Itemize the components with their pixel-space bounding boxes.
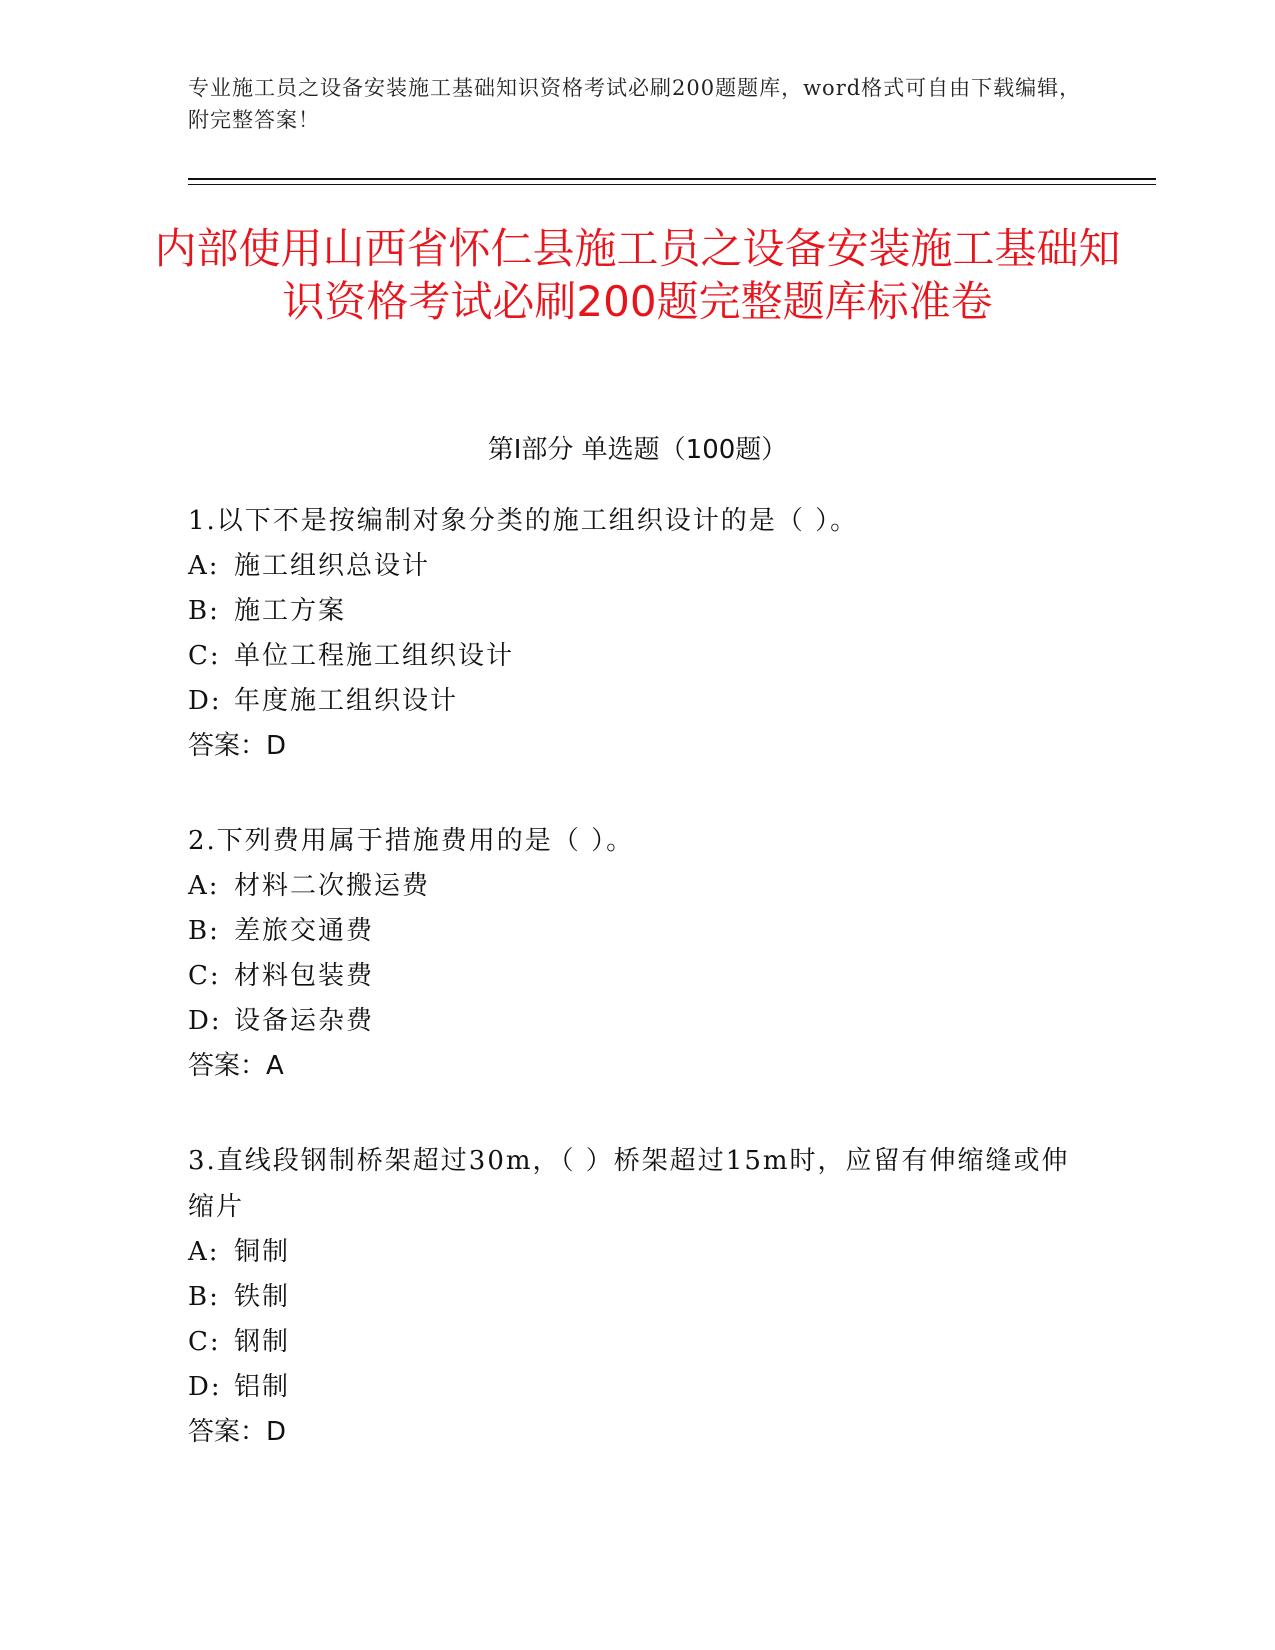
- option-letter: D:: [188, 686, 222, 716]
- option-text: 钢制: [234, 1327, 291, 1357]
- option-letter: D:: [188, 1372, 222, 1402]
- question-3: [188, 1138, 1088, 1455]
- option-letter: B:: [188, 916, 220, 946]
- option-letter: A:: [188, 551, 220, 581]
- option-letter: B:: [188, 1282, 220, 1312]
- answer-line: 答案：D: [188, 731, 287, 761]
- answer-line: 答案：A: [188, 1051, 284, 1081]
- header-note: 专业施工员之设备安装施工基础知识资格考试必刷200题题库，word格式可自由下载编辑，附完整答案！: [188, 76, 1082, 132]
- section-title: 第Ⅰ部分 单选题（100题）: [487, 435, 788, 465]
- option-b: [188, 909, 1088, 954]
- option-a: [188, 1230, 1088, 1275]
- option-letter: C:: [188, 641, 221, 671]
- option-text: 铝制: [234, 1372, 291, 1402]
- option-letter: A:: [188, 871, 220, 901]
- option-text: 单位工程施工组织设计: [234, 641, 515, 671]
- answer-line: 答案：D: [188, 1417, 287, 1447]
- option-text: 铜制: [234, 1237, 291, 1267]
- option-text: 施工组织总设计: [234, 551, 431, 581]
- option-letter: C:: [188, 1327, 221, 1357]
- option-c: [188, 954, 1088, 999]
- question-1: [188, 498, 1088, 769]
- option-c: [188, 1320, 1088, 1365]
- option-text: 年度施工组织设计: [234, 686, 459, 716]
- option-d: [188, 679, 1088, 724]
- option-text: 差旅交通费: [234, 916, 375, 946]
- option-letter: D:: [188, 1006, 222, 1036]
- question-stem: 2.下列费用属于措施费用的是（ ）。: [188, 826, 635, 856]
- header-rule-thin: [188, 184, 1156, 185]
- option-a: [188, 864, 1088, 909]
- option-c: [188, 634, 1088, 679]
- option-text: 施工方案: [234, 596, 347, 626]
- document-title: 内部使用山西省怀仁县施工员之设备安装施工基础知识资格考试必刷200题完整题库标准卷: [154, 224, 1121, 326]
- option-b: [188, 589, 1088, 634]
- option-letter: C:: [188, 961, 221, 991]
- option-d: [188, 999, 1088, 1044]
- option-text: 材料二次搬运费: [234, 871, 431, 901]
- option-letter: A:: [188, 1237, 220, 1267]
- question-stem: 3.直线段钢制桥架超过30m，（ ）桥架超过15m时，应留有伸缩缝或伸缩片: [188, 1146, 1070, 1222]
- option-a: [188, 544, 1088, 589]
- option-text: 铁制: [234, 1282, 291, 1312]
- option-d: [188, 1365, 1088, 1410]
- option-text: 材料包装费: [234, 961, 375, 991]
- option-text: 设备运杂费: [234, 1006, 375, 1036]
- question-stem: 1.以下不是按编制对象分类的施工组织设计的是（ ）。: [188, 506, 859, 536]
- option-b: [188, 1275, 1088, 1320]
- question-2: [188, 818, 1088, 1089]
- option-letter: B:: [188, 596, 220, 626]
- header-rule-thick: [188, 178, 1156, 180]
